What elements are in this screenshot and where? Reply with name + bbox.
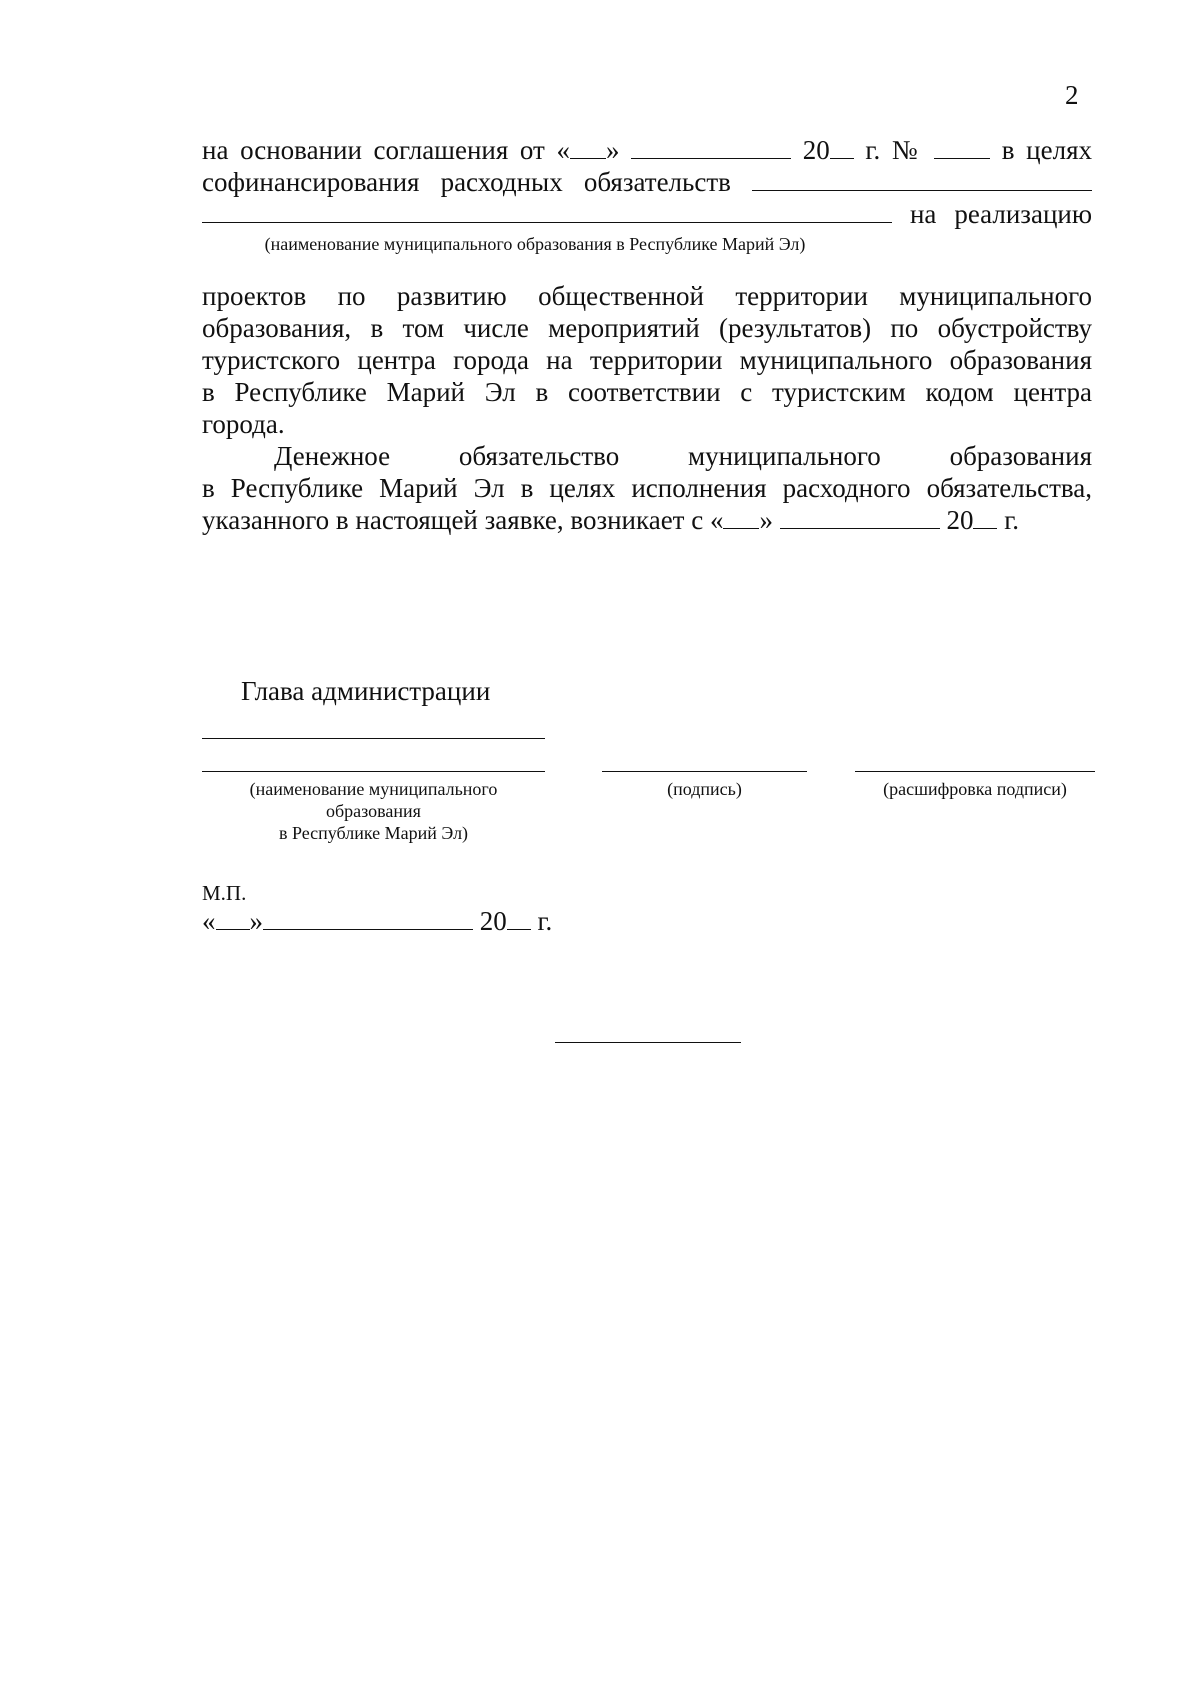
stamp-day-blank[interactable] bbox=[216, 909, 250, 930]
agreement-number-blank[interactable] bbox=[934, 138, 990, 159]
basis-line-3-suffix: на реализацию bbox=[909, 199, 1093, 229]
basis-number-label: г. № bbox=[853, 135, 923, 165]
projects-last-line: города. bbox=[202, 409, 285, 439]
projects-line: туристского центра города на территории муниципального образования bbox=[202, 345, 1092, 375]
projects-line: в Республике Марий Эл в соответствии с туристским кодом центра bbox=[202, 377, 1092, 407]
stamp-month-blank[interactable] bbox=[263, 909, 473, 930]
caption-signature: (подпись) bbox=[667, 779, 742, 799]
signature-line[interactable] bbox=[602, 771, 807, 772]
municipality-name-blank[interactable] bbox=[202, 202, 892, 223]
caption-municipality bbox=[202, 778, 545, 844]
municipality-caption: (наименование муниципального образования в Республике Марий Эл) bbox=[264, 234, 806, 254]
obligation-prefix: указанного в настоящей заявке, возникает с « bbox=[202, 505, 724, 535]
stamp-date-close: » bbox=[249, 906, 263, 936]
basis-year: 20 bbox=[802, 135, 830, 165]
stamp-date-open: « bbox=[202, 906, 216, 936]
basis-quote-close: » bbox=[606, 135, 620, 165]
basis-line-3 bbox=[202, 198, 1092, 230]
stamp-year-suffix: г. bbox=[530, 906, 553, 936]
obligation-year-suffix: г. bbox=[997, 505, 1019, 535]
obligation-year: 20 bbox=[946, 505, 974, 535]
obligation-month-blank[interactable] bbox=[780, 508, 940, 529]
basis-suffix: в целях bbox=[1001, 135, 1092, 165]
month-blank[interactable] bbox=[631, 138, 791, 159]
obligation-line: в Республике Марий Эл в целях исполнения расходного обязательства, bbox=[202, 473, 1092, 503]
obligation-quote-close: » bbox=[759, 505, 773, 535]
obligation-day-blank[interactable] bbox=[723, 508, 759, 529]
day-blank[interactable] bbox=[570, 138, 606, 159]
projects-line: образования, в том числе мероприятий (результатов) по обустройству bbox=[202, 313, 1092, 343]
obligation-line: Денежное обязательство муниципального образования bbox=[274, 441, 1092, 471]
caption-decoding: (расшифровка подписи) bbox=[883, 779, 1067, 799]
projects-line: проектов по развитию общественной территории муниципального bbox=[202, 281, 1092, 311]
basis-prefix: на основании соглашения от « bbox=[202, 135, 570, 165]
page-number: 2 bbox=[1065, 80, 1079, 110]
basis-line-2-text: софинансирования расходных обязательств bbox=[202, 167, 731, 197]
obligation-last-line bbox=[202, 504, 1092, 536]
stamp-year-blank[interactable] bbox=[507, 909, 531, 930]
projects-paragraph bbox=[202, 280, 1092, 440]
basis-line-2 bbox=[202, 166, 1092, 198]
basis-line-1 bbox=[202, 134, 1092, 166]
head-title: Глава администрации bbox=[241, 676, 491, 706]
stamp-date bbox=[202, 906, 552, 937]
obligation-year-blank[interactable] bbox=[973, 508, 997, 529]
stamp-year: 20 bbox=[479, 906, 507, 936]
caption-municipality-line: образования bbox=[326, 801, 421, 821]
year-blank[interactable] bbox=[830, 138, 854, 159]
basis-block bbox=[202, 134, 1092, 230]
obligations-blank[interactable] bbox=[752, 170, 1092, 191]
decoding-line[interactable] bbox=[855, 771, 1095, 772]
obligation-paragraph bbox=[202, 440, 1092, 536]
head-name-line-1[interactable] bbox=[202, 738, 545, 739]
caption-municipality-line: в Республике Марий Эл) bbox=[278, 823, 469, 843]
stamp-label: М.П. bbox=[202, 881, 247, 905]
head-name-line-2[interactable] bbox=[202, 771, 545, 772]
end-divider bbox=[555, 1042, 741, 1043]
caption-municipality-line: (наименование муниципального bbox=[249, 779, 498, 799]
